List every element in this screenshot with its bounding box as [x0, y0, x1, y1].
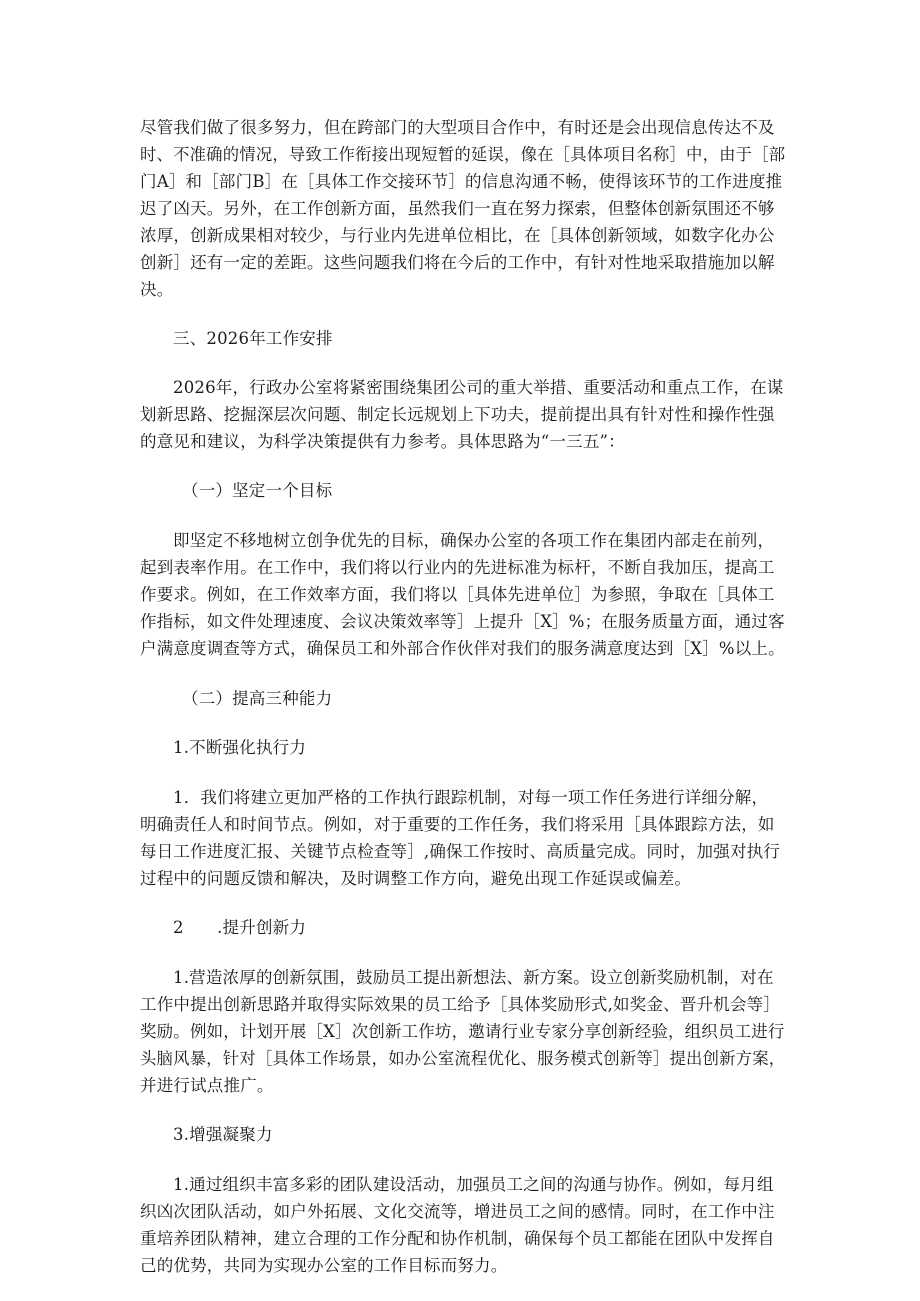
paragraph-line: 每日工作进度汇报、关键节点检查等］,确保工作按时、高质量完成。同时，加强对执行: [140, 842, 781, 861]
paragraph-line: 决。: [140, 280, 174, 299]
paragraph-line: 织凶次团队活动，如户外拓展、文化交流等，增进员工之间的感情。同时，在工作中注: [140, 1202, 775, 1221]
item-heading: 2 .提升创新力: [173, 918, 307, 937]
paragraph-line: 时、不准确的情况，导致工作衔接出现短暂的延误，像在［具体项目名称］中，由于［部: [140, 145, 786, 164]
paragraph-line: 尽管我们做了很多努力，但在跨部门的大型项目合作中，有时还是会出现信息传达不及: [140, 118, 775, 137]
paragraph-line: 1．我们将建立更加严格的工作执行跟踪机制，对每一项工作任务进行详细分解，: [173, 788, 769, 807]
paragraph-line: 过程中的问题反馈和解决，及时调整工作方向，避免出现工作延误或偏差。: [140, 869, 692, 888]
paragraph-line: 的意见和建议，为科学决策提供有力参考。具体思路为“一三五”：: [140, 432, 625, 451]
paragraph-line: 重培养团队精神，建立合理的工作分配和协作机制，确保每个员工都能在团队中发挥自: [140, 1229, 775, 1248]
paragraph-line: 作要求。例如，在工作效率方面，我们将以［具体先进单位］为参照，争取在［具体工: [140, 585, 775, 604]
paragraph-line: 户满意度调查等方式，确保员工和外部合作伙伴对我们的服务满意度达到［X］%以上。: [140, 639, 785, 658]
item-heading: 1.不断强化执行力: [173, 738, 307, 757]
paragraph-line: 工作中提出创新思路并取得实际效果的员工给予［具体奖励形式,如奖金、晋升机会等］: [140, 995, 781, 1014]
paragraph-line: 门A］和［部门B］在［具体工作交接环节］的信息沟通不畅，使得该环节的工作进度推: [140, 172, 783, 191]
paragraph-line: 迟了凶天。另外，在工作创新方面，虽然我们一直在努力探索，但整体创新氛围还不够: [140, 199, 775, 218]
paragraph-line: 头脑风暴，针对［具体工作场景，如办公室流程优化、服务模式创新等］提出创新方案，: [140, 1049, 786, 1068]
paragraph-line: 即坚定不移地树立创争优先的目标，确保办公室的各项工作在集团内部走在前列，: [173, 531, 775, 550]
paragraph-line: 起到表率作用。在工作中，我们将以行业内的先进标准为标杆，不断自我加压，提高工: [140, 558, 775, 577]
paragraph-line: 1.通过组织丰富多彩的团队建设活动，加强员工之间的沟通与协作。例如，每月组: [173, 1175, 774, 1194]
paragraph-line: 并进行试点推广。: [140, 1076, 274, 1095]
paragraph-line: 划新思路、挖掘深层次问题、制定长远规划上下功夫，提前提出具有针对性和操作性强: [140, 405, 775, 424]
paragraph-line: 作指标，如文件处理速度、会议决策效率等］上提升［X］%；在服务质量方面，通过客: [140, 612, 785, 631]
subsection-heading: （二）提高三种能力: [182, 689, 333, 708]
section-heading: 三、2026年工作安排: [173, 329, 333, 348]
paragraph-line: 2026年，行政办公室将紧密围绕集团公司的重大举措、重要活动和重点工作，在谋: [173, 378, 784, 397]
paragraph-line: 创新］还有一定的差距。这些问题我们将在今后的工作中，有针对性地采取措施加以解: [140, 253, 775, 272]
subsection-heading: （一）坚定一个目标: [182, 481, 333, 500]
paragraph-line: 1.营造浓厚的创新氛围，鼓励员工提出新想法、新方案。设立创新奖励机制，对在: [173, 968, 774, 987]
paragraph-line: 浓厚，创新成果相对较少，与行业内先进单位相比，在［具体创新领域，如数字化办公: [140, 226, 775, 245]
paragraph-line: 奖励。例如，计划开展［X］次创新工作坊，邀请行业专家分享创新经验，组织员工进行: [140, 1022, 785, 1041]
paragraph-line: 己的优势，共同为实现办公室的工作目标而努力。: [140, 1256, 508, 1275]
item-heading: 3.增强凝聚力: [173, 1125, 273, 1144]
paragraph-line: 明确责任人和时间节点。例如，对于重要的工作任务，我们将采用［具体跟踪方法，如: [140, 815, 775, 834]
